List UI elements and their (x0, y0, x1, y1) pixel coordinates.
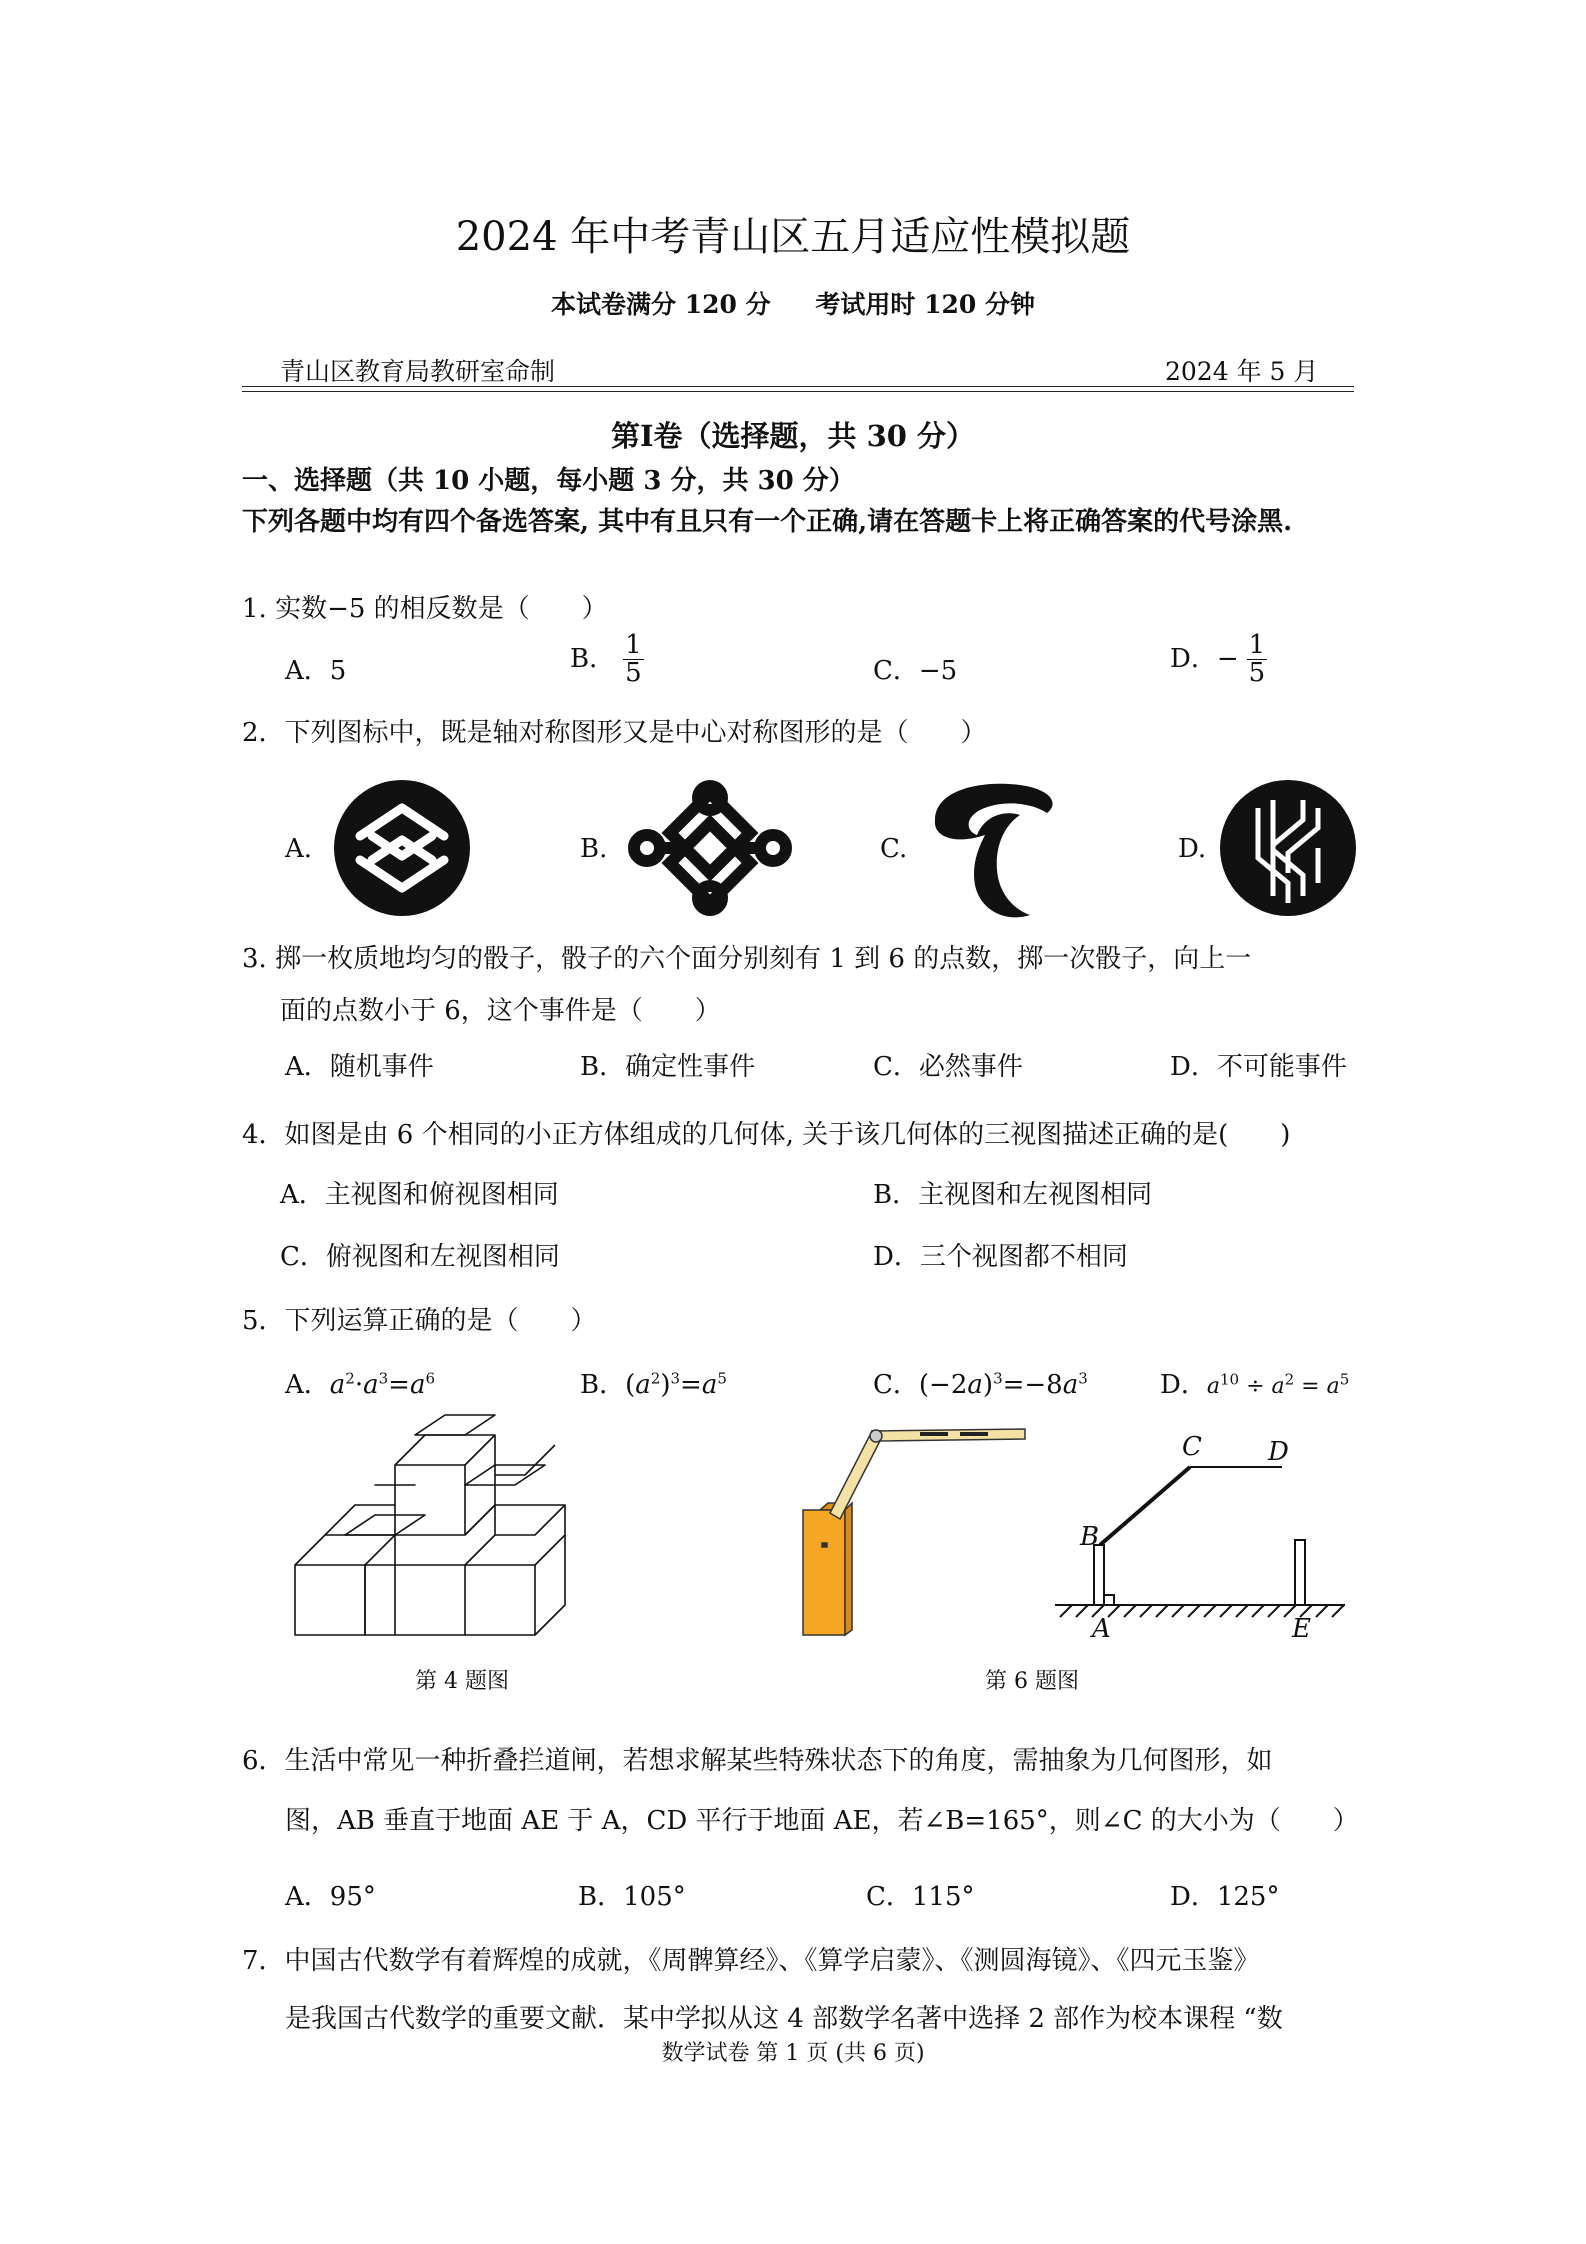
q1-d-denominator: 5 (1248, 658, 1266, 689)
q5-b-label: B． (580, 1370, 626, 1400)
q5-d-label: D． (1160, 1370, 1207, 1400)
q5-option-a: A．$a^2\cdot a^3=a^6$ (285, 1369, 436, 1400)
q2-option-a: A. (285, 834, 313, 864)
fig4-caption: 第 4 题图 (415, 1669, 509, 1694)
exam-time: 考试用时 120 分钟 (815, 290, 1035, 319)
q1-d-fraction (1247, 632, 1268, 688)
q1-stem: 1. 实数−5 的相反数是（ ） (242, 594, 608, 624)
label-C: C (1182, 1432, 1202, 1462)
exam-subtitle (0, 285, 1586, 321)
q3-option-b: B．确定性事件 (580, 1052, 756, 1082)
q6-option-d: D．125° (1170, 1882, 1280, 1912)
exam-title: 2024 年中考青山区五月适应性模拟题 (455, 214, 1131, 260)
header-rule (242, 386, 1354, 387)
logo-d-icon (1218, 778, 1358, 918)
q1-option-d (1170, 632, 1267, 688)
q1-b-label: B． (570, 643, 616, 674)
q4-option-a: A．主视图和俯视图相同 (280, 1180, 559, 1210)
q1-b-numerator: 1 (625, 630, 642, 660)
issuing-org: 青山区教育局教研室命制 (280, 357, 556, 386)
q4-option-b: B．主视图和左视图相同 (873, 1180, 1153, 1210)
q3-option-a: A．随机事件 (285, 1052, 434, 1082)
label-A: A (1092, 1614, 1111, 1644)
q6-option-b: B．105° (578, 1882, 686, 1912)
q3-option-c: C．必然事件 (873, 1052, 1023, 1082)
label-D: D (1268, 1437, 1289, 1467)
q7-stem-line1: 7．中国古代数学有着辉煌的成就，《周髀算经》、《算学启蒙》、《测圆海镜》、《四元玉鉴》 (242, 1946, 1260, 1976)
q1-d-label: D．− (1170, 643, 1239, 674)
full-score: 本试卷满分 120 分 (551, 290, 771, 319)
instruction: 下列各题中均有四个备选答案, 其中有且只有一个正确,请在答题卡上将正确答案的代号涂黑. (242, 507, 1293, 537)
q6-option-c: C．115° (866, 1882, 975, 1912)
q4-cube-figure (295, 1425, 595, 1640)
header-rule-2 (242, 391, 1354, 392)
q1-b-denominator: 5 (625, 658, 642, 689)
q2-stem: 2．下列图标中，既是轴对称图形又是中心对称图形的是（ ） (242, 718, 987, 748)
q2-option-d: D. (1178, 834, 1207, 864)
q2-option-b: B. (580, 834, 608, 864)
logo-c-icon (925, 775, 1065, 925)
q5-c-label: C． (873, 1370, 919, 1400)
q7-stem-line2: 是我国古代数学的重要文献．某中学拟从这 4 部数学名著中选择 2 部作为校本课程 “数 (285, 2004, 1283, 2034)
q6-stem-line1: 6．生活中常见一种折叠拦道闸，若想求解某些特殊状态下的角度，需抽象为几何图形，如 (242, 1746, 1273, 1776)
q4-option-d: D．三个视图都不相同 (873, 1242, 1128, 1272)
section-title: 一、选择题（共 10 小题，每小题 3 分，共 30 分） (242, 466, 855, 496)
q1-d-numerator: 1 (1248, 630, 1266, 660)
q4-stem: 4．如图是由 6 个相同的小正方体组成的几何体, 关于该几何体的三视图描述正确的是( ) (242, 1120, 1291, 1150)
q5-stem: 5．下列运算正确的是（ ） (242, 1306, 597, 1336)
q4-option-c: C．俯视图和左视图相同 (280, 1242, 560, 1272)
q6-stem-line2: 图，AB 垂直于地面 AE 于 A，CD 平行于地面 AE，若∠B=165°，则∠C 的大小为（ ） (285, 1806, 1359, 1836)
page-footer: 数学试卷 第 1 页 (共 6 页) (661, 2041, 925, 2066)
q6-option-a: A．95° (285, 1882, 376, 1912)
q3-stem-line1: 3. 掷一枚质地均匀的骰子，骰子的六个面分别刻有 1 到 6 的点数，掷一次骰子，向上一 (242, 944, 1252, 974)
q3-stem-line2: 面的点数小于 6，这个事件是（ ） (280, 996, 721, 1026)
label-B: B (1080, 1522, 1100, 1552)
label-E: E (1292, 1614, 1311, 1644)
q1-option-b (570, 632, 644, 688)
q1-option-a: A．5 (285, 656, 347, 686)
q1-option-c: C．−5 (873, 656, 958, 686)
part-title: 第Ⅰ卷（选择题，共 30 分） (610, 419, 976, 453)
q5-option-c: C．$(-2a)^3=-8a^3$ (873, 1369, 1088, 1400)
q1-b-fraction (623, 632, 644, 688)
q6-gate-figure (800, 1425, 1030, 1640)
q6-geometry-figure (1050, 1425, 1350, 1644)
logo-a-icon (332, 778, 472, 918)
q5-a-label: A． (285, 1370, 330, 1400)
issue-date: 2024 年 5 月 (1165, 357, 1319, 386)
fig6-caption: 第 6 题图 (985, 1669, 1079, 1694)
q5-option-d: D．$a^{10} \div a^2 = a^5$ (1160, 1370, 1350, 1400)
q2-option-c: C. (880, 834, 908, 864)
q3-option-d: D．不可能事件 (1170, 1052, 1347, 1082)
q5-option-b: B．$(a^2)^3=a^5$ (580, 1369, 727, 1400)
logo-b-icon (625, 778, 795, 918)
